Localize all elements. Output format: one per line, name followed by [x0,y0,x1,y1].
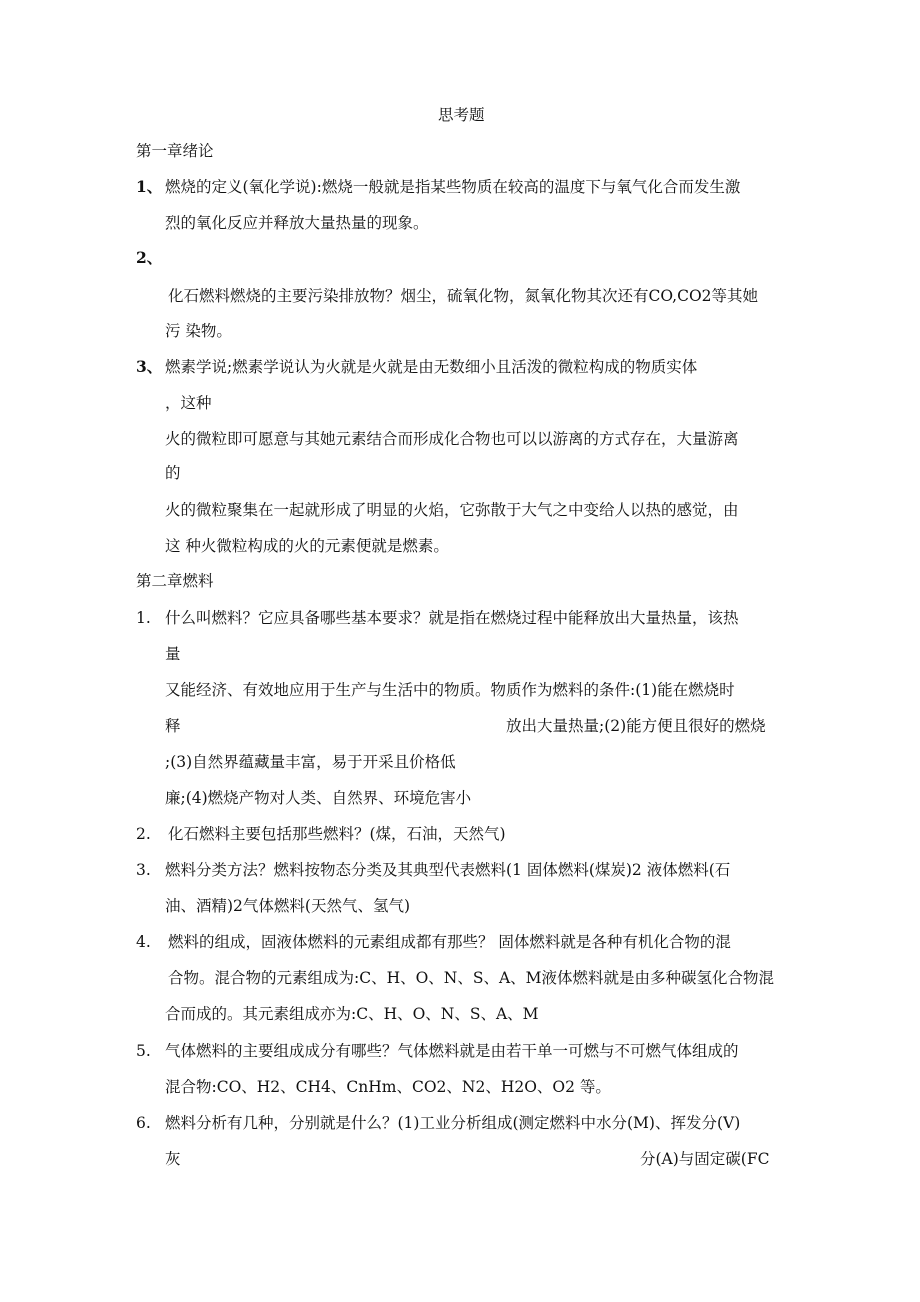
question-number: 5. [136,1042,151,1060]
question-number: 3. [136,861,151,879]
paragraph-line: 化石燃料主要包括那些燃料？(煤，石油，天然气) [168,825,506,843]
question-number: 3、 [136,357,163,376]
paragraph-line: 火的微粒即可愿意与其她元素结合而形成化合物也可以以游离的方式存在，大量游离 [165,430,739,448]
paragraph-line: 火的微粒聚集在一起就形成了明显的火焰，它弥散于大气之中变给人以热的感觉，由 [165,501,739,519]
question-number: 2. [136,825,151,843]
question-number: 1. [136,609,151,627]
question-number: 1、 [136,177,163,196]
paragraph-line: 的 [165,464,181,482]
question-number: 4. [136,933,151,951]
paragraph-line: 放出大量热量;(2)能方便且很好的燃烧 [506,717,766,735]
paragraph-line: 分(A)与固定碳(FC [640,1150,770,1168]
paragraph-line: ;(3)自然界蕴藏量丰富，易于开采且价格低 [165,753,456,771]
paragraph-line: 烈的氧化反应并释放大量热量的现象。 [165,214,429,232]
paragraph-line: ，这种 [165,394,212,412]
paragraph-line: 这 种火微粒构成的火的元素便就是燃素。 [165,537,449,555]
question-number: 2、 [136,248,163,267]
paragraph-line: 油、酒精)2气体燃料(天然气、氢气) [165,897,411,915]
paragraph-line: 释 [165,717,181,735]
paragraph-line: 合物。混合物的元素组成为:C、H、O、N、S、A、M液体燃料就是由多种碳氢化合物混 [168,969,775,987]
paragraph-line: 气体燃料的主要组成成分有哪些？气体燃料就是由若干单一可燃与不可燃气体组成的 [165,1042,739,1060]
paragraph-line: 合而成的。其元素组成亦为:C、H、O、N、S、A、M [165,1005,539,1023]
paragraph-line: 燃料分析有几种，分别就是什么？(1)工业分析组成(测定燃料中水分(M)、挥发分(V) [165,1114,741,1132]
chapter-heading-2: 第二章燃料 [136,572,214,590]
paragraph-line: 灰 [165,1150,181,1168]
paragraph-line: 廉;(4)燃烧产物对人类、自然界、环境危害小 [165,789,472,807]
paragraph-line: 混合物:CO、H2、CH4、CnHm、CO2、N2、H2O、O2 等。 [165,1078,611,1096]
paragraph-line: 什么叫燃料？它应具备哪些基本要求？就是指在燃烧过程中能释放出大量热量，该热 [165,609,739,627]
paragraph-line: 燃素学说;燃素学说认为火就是火就是由无数细小且活泼的微粒构成的物质实体 [165,358,698,376]
paragraph-line: 污 染物。 [165,322,232,340]
paragraph-line: 量 [165,645,181,663]
paragraph-line: 化石燃料燃烧的主要污染排放物？烟尘，硫氧化物，氮氧化物其次还有CO,CO2等其她 [168,287,759,305]
paragraph-line: 又能经济、有效地应用于生产与生活中的物质。物质作为燃料的条件:(1)能在燃烧时 [165,681,735,699]
question-number: 6. [136,1114,151,1132]
paragraph-line: 燃烧的定义(氧化学说):燃烧一般就是指某些物质在较高的温度下与氧气化合而发生激 [165,178,741,196]
paragraph-line: 燃料分类方法？燃料按物态分类及其典型代表燃料(1 固体燃料(煤炭)2 液体燃料(石 [165,861,731,879]
page-title: 思考题 [438,106,485,124]
chapter-heading-1: 第一章绪论 [136,142,214,160]
paragraph-line: 燃料的组成，固液体燃料的元素组成都有那些？ 固体燃料就是各种有机化合物的混 [168,933,731,951]
